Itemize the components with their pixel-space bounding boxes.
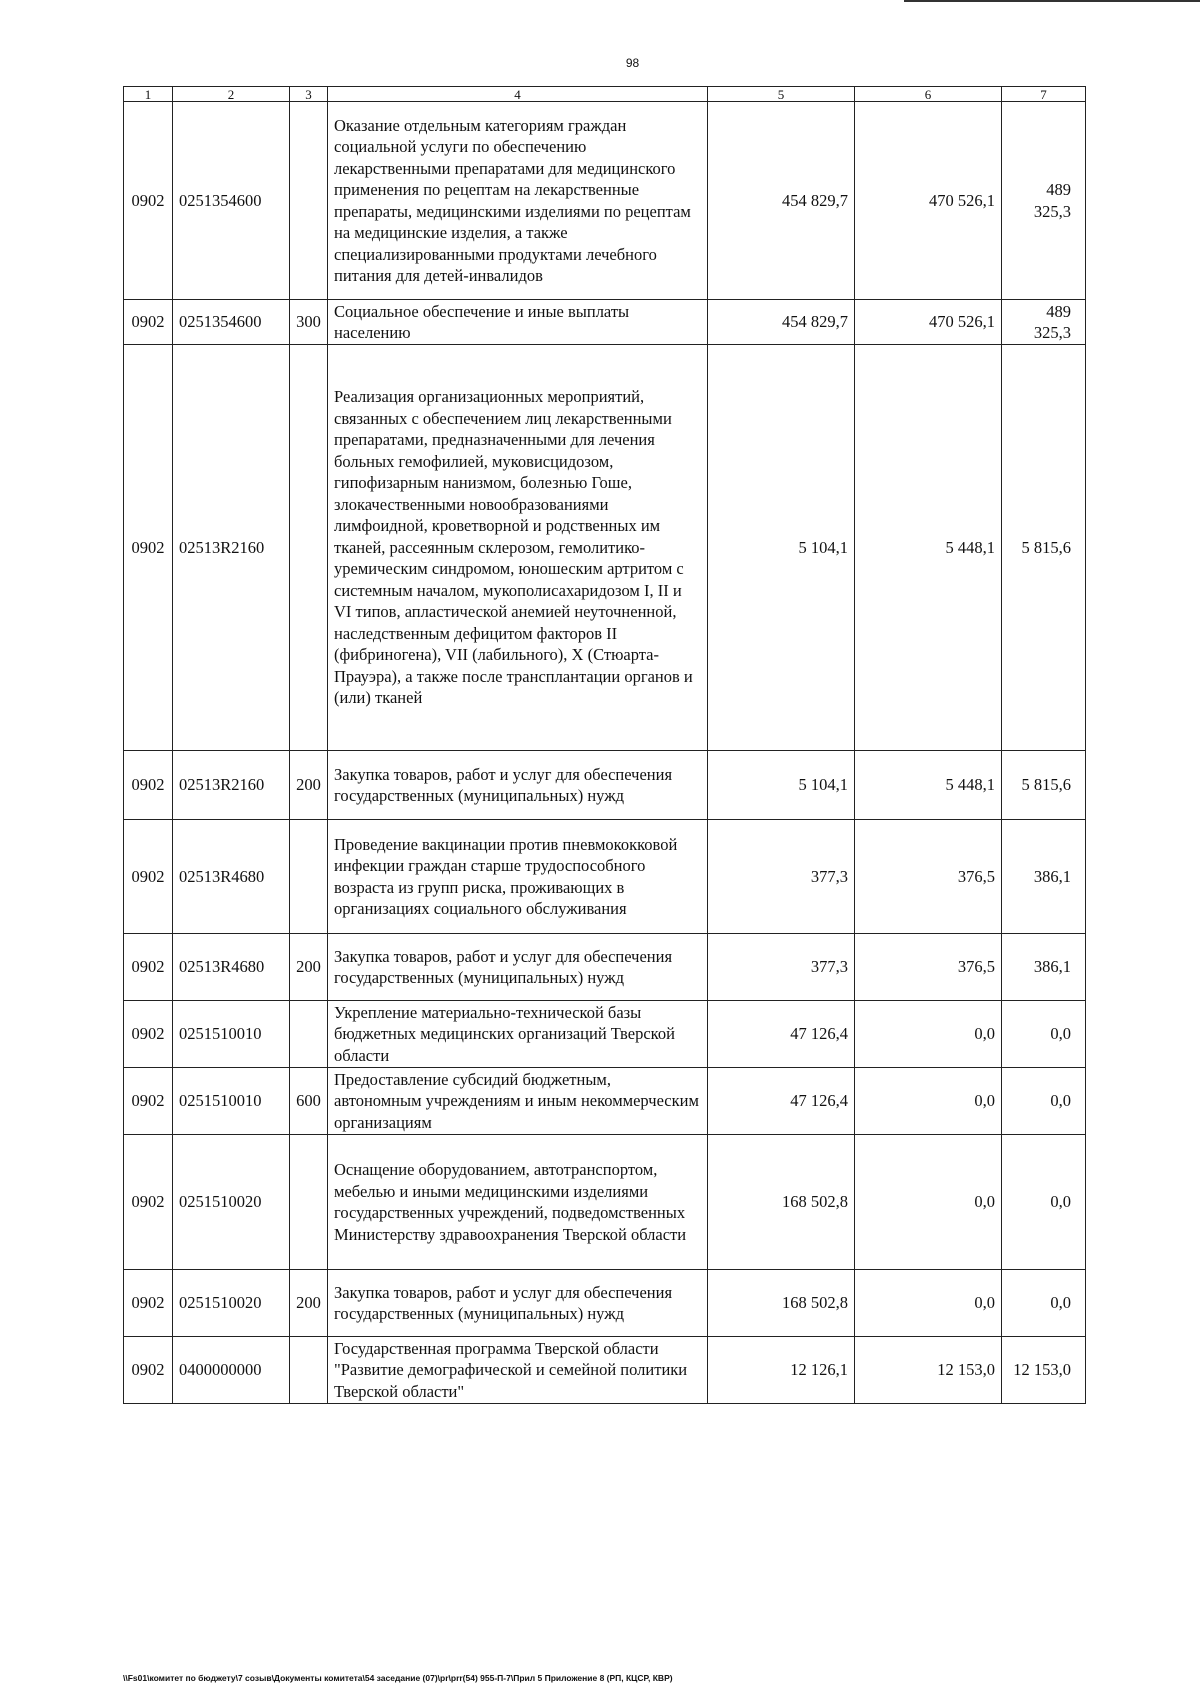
description-cell: Закупка товаров, работ и услуг для обеспечения государственных (муниципальных) нужд bbox=[328, 934, 708, 1001]
kvr-cell bbox=[290, 1001, 328, 1068]
table-row bbox=[124, 1068, 1086, 1135]
table-row bbox=[124, 1001, 1086, 1068]
amount-cell: 0,0 bbox=[1002, 1135, 1086, 1270]
amount-cell: 454 829,7 bbox=[708, 102, 855, 300]
description-cell: Закупка товаров, работ и услуг для обеспечения государственных (муниципальных) нужд bbox=[328, 751, 708, 820]
amount-cell: 470 526,1 bbox=[855, 102, 1002, 300]
column-header: 1 bbox=[124, 87, 173, 102]
kvr-cell: 300 bbox=[290, 300, 328, 345]
code-cell: 0400000000 bbox=[173, 1337, 290, 1404]
kvr-cell bbox=[290, 102, 328, 300]
amount-cell: 470 526,1 bbox=[855, 300, 1002, 345]
amount-cell: 377,3 bbox=[708, 820, 855, 934]
column-header: 5 bbox=[708, 87, 855, 102]
section-cell: 0902 bbox=[124, 300, 173, 345]
code-cell: 0251354600 bbox=[173, 300, 290, 345]
table-row bbox=[124, 820, 1086, 934]
amount-cell: 0,0 bbox=[855, 1068, 1002, 1135]
budget-table bbox=[123, 86, 1086, 1404]
code-cell: 0251510020 bbox=[173, 1270, 290, 1337]
kvr-cell: 200 bbox=[290, 934, 328, 1001]
column-header: 4 bbox=[328, 87, 708, 102]
section-cell: 0902 bbox=[124, 1270, 173, 1337]
section-cell: 0902 bbox=[124, 102, 173, 300]
table-row bbox=[124, 345, 1086, 751]
amount-cell: 0,0 bbox=[1002, 1001, 1086, 1068]
amount-cell: 376,5 bbox=[855, 934, 1002, 1001]
kvr-cell: 200 bbox=[290, 1270, 328, 1337]
code-cell: 0251510010 bbox=[173, 1001, 290, 1068]
amount-cell: 168 502,8 bbox=[708, 1270, 855, 1337]
description-cell: Социальное обеспечение и иные выплаты населению bbox=[328, 300, 708, 345]
description-cell: Укрепление материально-технической базы бюджетных медицинских организаций Тверской области bbox=[328, 1001, 708, 1068]
kvr-cell bbox=[290, 1337, 328, 1404]
section-cell: 0902 bbox=[124, 820, 173, 934]
code-cell: 0251510010 bbox=[173, 1068, 290, 1135]
column-header: 3 bbox=[290, 87, 328, 102]
section-cell: 0902 bbox=[124, 934, 173, 1001]
column-header: 7 bbox=[1002, 87, 1086, 102]
column-header: 6 bbox=[855, 87, 1002, 102]
table-row bbox=[124, 1337, 1086, 1404]
amount-cell: 489 325,3 bbox=[1002, 300, 1086, 345]
code-cell: 0251510020 bbox=[173, 1135, 290, 1270]
kvr-cell: 200 bbox=[290, 751, 328, 820]
description-cell: Оснащение оборудованием, автотранспортом, мебелью и иными медицинскими изделиями государственных учреждений, подведомственных Министерству здравоохранения Тверской области bbox=[328, 1135, 708, 1270]
amount-cell: 0,0 bbox=[855, 1135, 1002, 1270]
amount-cell: 12 153,0 bbox=[1002, 1337, 1086, 1404]
kvr-cell bbox=[290, 820, 328, 934]
section-cell: 0902 bbox=[124, 345, 173, 751]
description-cell: Государственная программа Тверской области "Развитие демографической и семейной политики Тверской области" bbox=[328, 1337, 708, 1404]
amount-cell: 5 448,1 bbox=[855, 751, 1002, 820]
table-row bbox=[124, 751, 1086, 820]
amount-cell: 5 815,6 bbox=[1002, 345, 1086, 751]
code-cell: 02513R2160 bbox=[173, 751, 290, 820]
section-cell: 0902 bbox=[124, 1135, 173, 1270]
amount-cell: 377,3 bbox=[708, 934, 855, 1001]
table-row bbox=[124, 300, 1086, 345]
section-cell: 0902 bbox=[124, 1001, 173, 1068]
section-cell: 0902 bbox=[124, 1068, 173, 1135]
table-row bbox=[124, 1270, 1086, 1337]
kvr-cell bbox=[290, 345, 328, 751]
amount-cell: 489 325,3 bbox=[1002, 102, 1086, 300]
amount-cell: 5 815,6 bbox=[1002, 751, 1086, 820]
amount-cell: 5 104,1 bbox=[708, 751, 855, 820]
description-cell: Реализация организационных мероприятий, связанных с обеспечением лиц лекарственными препаратами, предназначенными для лечения больных гемофилией, муковисцидозом, гипофизарным нанизмом, болезнью Гоше, злокачественными новообразованиями лимфоидной, кроветворной и родственных им тканей, рассеянным склерозом, гемолитико-уремическим синдромом, юношеским артритом с системным началом, мукополисахаридозом I, II и VI типов, апластической анемией неуточненной, наследственным дефицитом факторов II (фибриногена), VII (лабильного), X (Стюарта-Прауэра), а также после трансплантации органов и (или) тканей bbox=[328, 345, 708, 751]
code-cell: 02513R4680 bbox=[173, 934, 290, 1001]
code-cell: 02513R4680 bbox=[173, 820, 290, 934]
column-header: 2 bbox=[173, 87, 290, 102]
amount-cell: 0,0 bbox=[1002, 1270, 1086, 1337]
description-cell: Проведение вакцинации против пневмококковой инфекции граждан старше трудоспособного возраста из групп риска, проживающих в организациях социального обслуживания bbox=[328, 820, 708, 934]
table-row bbox=[124, 102, 1086, 300]
top-edge-rule bbox=[904, 0, 1200, 2]
amount-cell: 12 126,1 bbox=[708, 1337, 855, 1404]
section-cell: 0902 bbox=[124, 1337, 173, 1404]
amount-cell: 47 126,4 bbox=[708, 1068, 855, 1135]
table-row bbox=[124, 1135, 1086, 1270]
code-cell: 02513R2160 bbox=[173, 345, 290, 751]
amount-cell: 5 448,1 bbox=[855, 345, 1002, 751]
footer-file-path: \\Fs01\комитет по бюджету\7 созыв\Документы комитета\54 заседание (07)\pr\prr(54) 955-П-7\Прил 5 Приложение 8 (РП, КЦСР, КВР) bbox=[123, 1673, 673, 1683]
table-row bbox=[124, 934, 1086, 1001]
amount-cell: 454 829,7 bbox=[708, 300, 855, 345]
amount-cell: 168 502,8 bbox=[708, 1135, 855, 1270]
amount-cell: 12 153,0 bbox=[855, 1337, 1002, 1404]
amount-cell: 386,1 bbox=[1002, 820, 1086, 934]
description-cell: Предоставление субсидий бюджетным, автономным учреждениям и иным некоммерческим организациям bbox=[328, 1068, 708, 1135]
kvr-cell: 600 bbox=[290, 1068, 328, 1135]
kvr-cell bbox=[290, 1135, 328, 1270]
amount-cell: 386,1 bbox=[1002, 934, 1086, 1001]
amount-cell: 47 126,4 bbox=[708, 1001, 855, 1068]
description-cell: Оказание отдельным категориям граждан социальной услуги по обеспечению лекарственными препаратами для медицинского применения по рецептам на лекарственные препараты, медицинскими изделиями по рецептам на медицинские изделия, а также специализированными продуктами лечебного питания для детей-инвалидов bbox=[328, 102, 708, 300]
amount-cell: 0,0 bbox=[855, 1270, 1002, 1337]
code-cell: 0251354600 bbox=[173, 102, 290, 300]
amount-cell: 0,0 bbox=[855, 1001, 1002, 1068]
column-number-row bbox=[124, 87, 1086, 102]
amount-cell: 376,5 bbox=[855, 820, 1002, 934]
description-cell: Закупка товаров, работ и услуг для обеспечения государственных (муниципальных) нужд bbox=[328, 1270, 708, 1337]
amount-cell: 0,0 bbox=[1002, 1068, 1086, 1135]
page-number: 98 bbox=[625, 56, 640, 70]
section-cell: 0902 bbox=[124, 751, 173, 820]
amount-cell: 5 104,1 bbox=[708, 345, 855, 751]
